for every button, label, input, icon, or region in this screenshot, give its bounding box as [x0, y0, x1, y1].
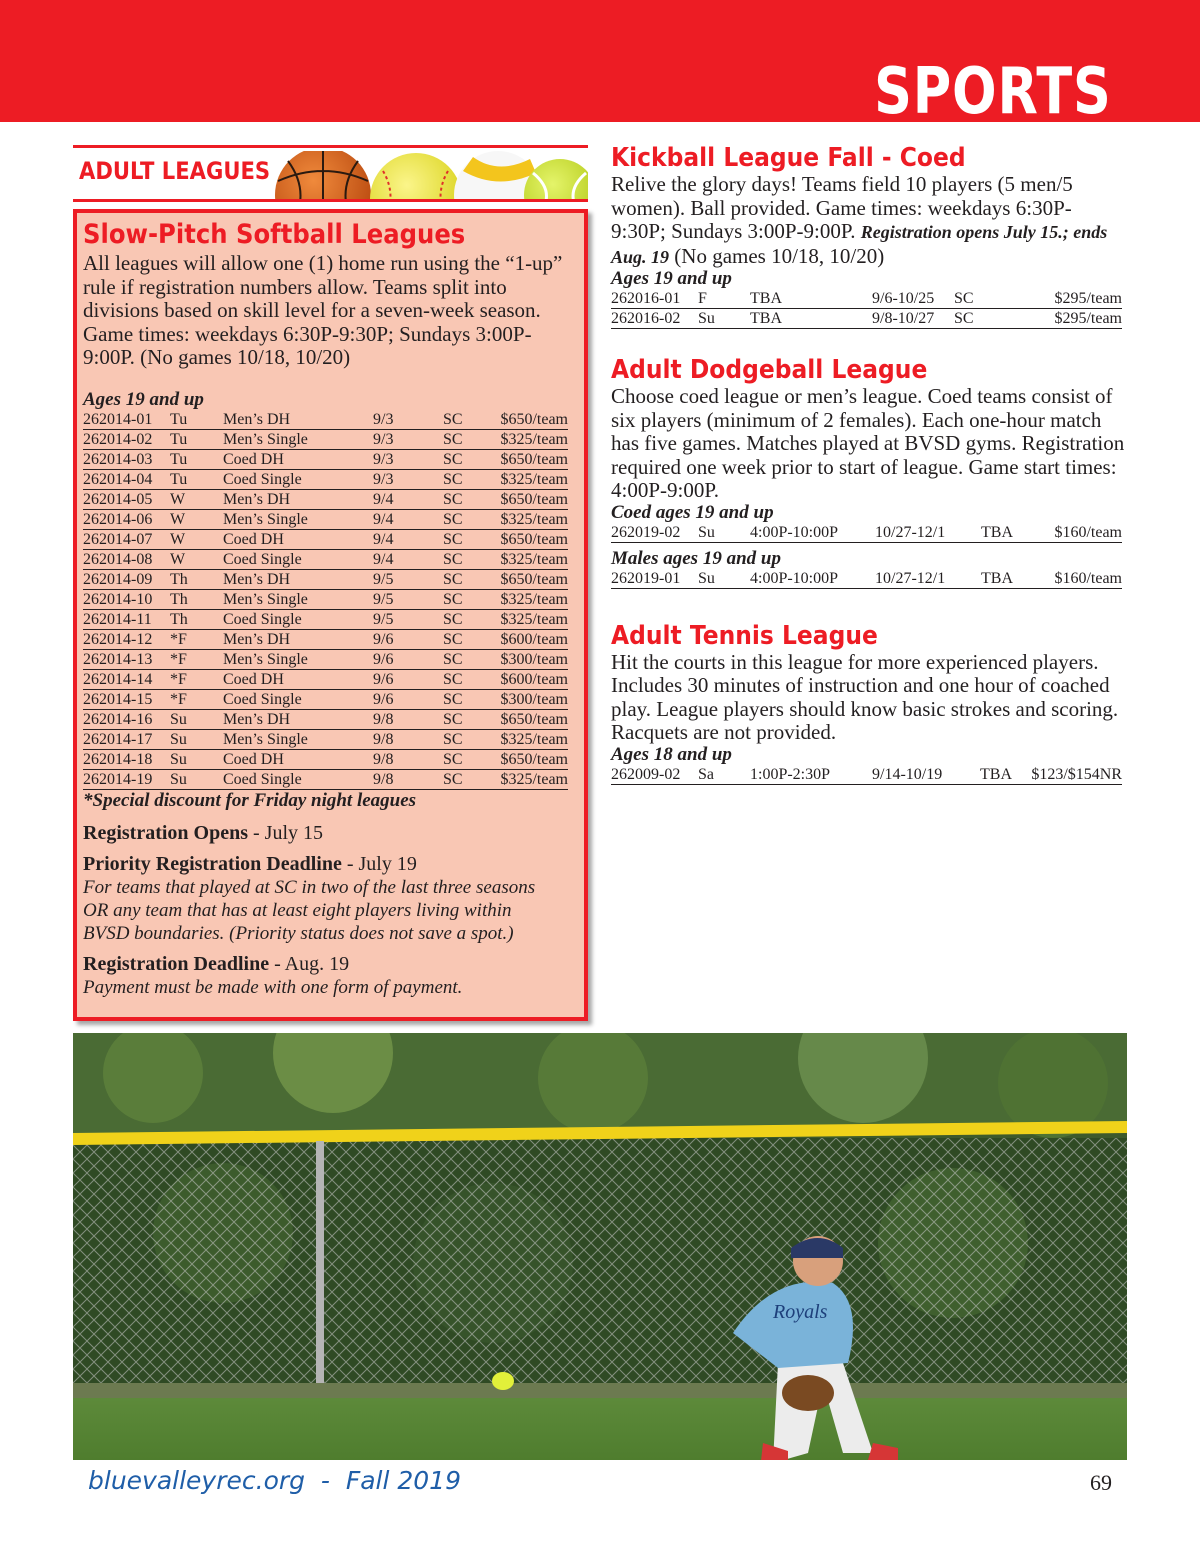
- kickball-description: [611, 173, 1126, 269]
- registration-deadline: [83, 953, 576, 976]
- table-row: [83, 449, 568, 469]
- registration-deadline-label: Registration Deadline: [83, 952, 270, 975]
- table-cell: TBA: [981, 523, 1049, 543]
- table-cell: SC: [443, 549, 495, 569]
- table-cell: 4:00P-10:00P: [750, 523, 875, 543]
- table-cell: Men’s Single: [223, 729, 373, 749]
- table-cell: Su: [170, 729, 223, 749]
- dodgeball-male-ages: Males ages 19 and up: [611, 547, 781, 569]
- table-cell: 262014-08: [83, 549, 170, 569]
- table-cell: 10/27-12/1: [875, 523, 981, 543]
- table-cell: 262014-13: [83, 649, 170, 669]
- table-cell: 262014-15: [83, 689, 170, 709]
- table-cell: Tu: [170, 469, 223, 489]
- table-cell: SC: [443, 469, 495, 489]
- table-cell: SC: [443, 429, 495, 449]
- table-cell: SC: [443, 769, 495, 789]
- table-cell: $295/team: [1024, 289, 1122, 309]
- priority-deadline-label: Priority Registration Deadline: [83, 852, 342, 875]
- table-cell: 1:00P-2:30P: [750, 765, 872, 785]
- softball-description: All leagues will allow one (1) home run using the “1-up” rule if registration numbers allow. Teams split into divisions based on skill level for a seven-week season. Game times: weekdays 6:30P-9:30P; Sundays 3:00P-9:00P. (No games 10/18, 10/20): [83, 251, 563, 369]
- table-cell: $325/team: [495, 769, 568, 789]
- table-cell: Su: [170, 749, 223, 769]
- table-cell: 9/6: [373, 629, 443, 649]
- table-cell: $325/team: [495, 429, 568, 449]
- registration-opens-label: Registration Opens: [83, 821, 248, 844]
- table-cell: $650/team: [495, 709, 568, 729]
- table-cell: Coed Single: [223, 609, 373, 629]
- table-cell: 9/3: [373, 429, 443, 449]
- divider: [73, 199, 588, 202]
- table-cell: Su: [170, 769, 223, 789]
- table-cell: SC: [443, 569, 495, 589]
- table-cell: 9/8: [373, 769, 443, 789]
- table-cell: 9/6-10/25: [872, 289, 954, 309]
- table-cell: 9/5: [373, 609, 443, 629]
- table-cell: SC: [443, 449, 495, 469]
- table-cell: SC: [443, 749, 495, 769]
- right-column: [611, 143, 1126, 785]
- table-cell: $650/team: [495, 569, 568, 589]
- table-cell: TBA: [981, 569, 1049, 589]
- table-cell: Tu: [170, 429, 223, 449]
- table-cell: Th: [170, 609, 223, 629]
- tennis-title: Adult Tennis League: [611, 620, 878, 651]
- table-cell: *F: [170, 689, 223, 709]
- table-row: [83, 729, 568, 749]
- table-cell: $650/team: [495, 410, 568, 430]
- table-row: [83, 649, 568, 669]
- table-cell: Coed DH: [223, 669, 373, 689]
- table-cell: Coed DH: [223, 449, 373, 469]
- dodgeball-coed-table: [611, 523, 1122, 543]
- table-cell: 9/4: [373, 489, 443, 509]
- table-cell: Coed Single: [223, 769, 373, 789]
- table-cell: Tu: [170, 410, 223, 430]
- kickball-schedule-table: [611, 289, 1122, 329]
- registration-deadline-value: - Aug. 19: [269, 952, 350, 975]
- table-cell: 9/4: [373, 509, 443, 529]
- table-cell: Men’s Single: [223, 589, 373, 609]
- table-cell: 9/3: [373, 410, 443, 430]
- table-cell: 9/4: [373, 549, 443, 569]
- table-cell: $325/team: [495, 729, 568, 749]
- priority-note: For teams that played at SC in two of the last three seasons OR any team that has at least eight players living within BVSD boundaries. (Priority status does not save a spot.): [83, 876, 536, 944]
- table-cell: $160/team: [1049, 569, 1122, 589]
- softball-player-photo: [73, 1033, 1127, 1460]
- table-cell: SC: [443, 649, 495, 669]
- table-cell: Men’s Single: [223, 649, 373, 669]
- table-cell: 262016-01: [611, 289, 698, 309]
- kickball-no-games: (No games 10/18, 10/20): [669, 243, 885, 268]
- table-cell: Men’s DH: [223, 489, 373, 509]
- table-cell: 262014-07: [83, 529, 170, 549]
- divider: [73, 145, 588, 148]
- table-cell: Su: [698, 523, 750, 543]
- table-cell: Men’s DH: [223, 629, 373, 649]
- table-cell: 262014-14: [83, 669, 170, 689]
- tennis-description: Hit the courts in this league for more experienced players. Includes 30 minutes of instruction and one hour of coached play. League players should know basic strokes and scoring. Racquets are not provided.: [611, 649, 1119, 744]
- table-cell: 9/5: [373, 589, 443, 609]
- table-row: [83, 429, 568, 449]
- table-cell: 262009-02: [611, 765, 698, 785]
- table-cell: Coed DH: [223, 529, 373, 549]
- table-cell: W: [170, 489, 223, 509]
- table-row: [611, 309, 1122, 329]
- jersey-text: Royals: [773, 1301, 828, 1323]
- table-cell: 262014-09: [83, 569, 170, 589]
- softball-title: Slow-Pitch Softball Leagues: [83, 219, 466, 250]
- table-cell: 262014-12: [83, 629, 170, 649]
- table-cell: Coed Single: [223, 469, 373, 489]
- table-cell: $295/team: [1024, 309, 1122, 329]
- table-cell: 9/6: [373, 669, 443, 689]
- table-cell: $325/team: [495, 509, 568, 529]
- table-cell: $650/team: [495, 529, 568, 549]
- table-cell: 262014-11: [83, 609, 170, 629]
- table-row: [83, 769, 568, 789]
- table-cell: 9/3: [373, 469, 443, 489]
- table-cell: Su: [698, 309, 750, 329]
- table-cell: $325/team: [495, 469, 568, 489]
- softball-leagues-box: [73, 209, 588, 1021]
- table-cell: Men’s DH: [223, 569, 373, 589]
- table-row: [83, 410, 568, 430]
- table-cell: 10/27-12/1: [875, 569, 981, 589]
- table-row: [83, 589, 568, 609]
- table-cell: Su: [170, 709, 223, 729]
- dodgeball-description: Choose coed league or men’s league. Coed teams consist of six players (minimum of 2 females). Each one-hour match has five games. Matches played at BVSD gyms. Registration required one week prior to start of league. Game start times: 4:00P-9:00P.: [611, 384, 1125, 502]
- outfield-scene-image: [73, 1033, 1127, 1460]
- dodgeball-male-table: [611, 569, 1122, 589]
- table-cell: SC: [443, 509, 495, 529]
- table-cell: 262014-04: [83, 469, 170, 489]
- table-row: [83, 469, 568, 489]
- table-cell: 262014-16: [83, 709, 170, 729]
- table-row: [611, 765, 1122, 785]
- dodgeball-coed-ages: Coed ages 19 and up: [611, 501, 774, 523]
- kickball-registration-note: Registration opens July 15.; ends Aug. 19: [611, 222, 1108, 267]
- table-cell: Su: [698, 569, 750, 589]
- table-cell: 262014-10: [83, 589, 170, 609]
- friday-discount-note: *Special discount for Friday night leagues: [83, 789, 417, 811]
- table-row: [83, 749, 568, 769]
- table-cell: 262019-02: [611, 523, 698, 543]
- table-cell: Men’s Single: [223, 509, 373, 529]
- table-cell: SC: [443, 589, 495, 609]
- softball-ages: Ages 19 and up: [83, 388, 204, 410]
- table-cell: $650/team: [495, 449, 568, 469]
- table-cell: Men’s Single: [223, 429, 373, 449]
- table-row: [83, 529, 568, 549]
- table-cell: SC: [443, 489, 495, 509]
- priority-deadline-value: - July 19: [341, 852, 417, 875]
- table-cell: 9/3: [373, 449, 443, 469]
- table-cell: 9/4: [373, 529, 443, 549]
- table-cell: SC: [443, 709, 495, 729]
- table-cell: TBA: [980, 765, 1024, 785]
- table-cell: TBA: [750, 309, 872, 329]
- kickball-ages: Ages 19 and up: [611, 268, 732, 289]
- table-cell: $300/team: [495, 649, 568, 669]
- table-row: [611, 569, 1122, 589]
- table-cell: $300/team: [495, 689, 568, 709]
- table-cell: 262016-02: [611, 309, 698, 329]
- table-cell: SC: [954, 289, 1024, 309]
- tennis-schedule-table: [611, 765, 1122, 785]
- table-cell: SC: [443, 729, 495, 749]
- table-cell: Th: [170, 589, 223, 609]
- table-row: [611, 289, 1122, 309]
- dodgeball-title: Adult Dodgeball League: [611, 355, 928, 385]
- table-row: [83, 689, 568, 709]
- table-row: [83, 489, 568, 509]
- page-number: 69: [1090, 1470, 1112, 1495]
- table-cell: TBA: [750, 289, 872, 309]
- table-cell: W: [170, 509, 223, 529]
- table-cell: Th: [170, 569, 223, 589]
- table-cell: $650/team: [495, 489, 568, 509]
- table-cell: Coed Single: [223, 549, 373, 569]
- table-cell: SC: [954, 309, 1024, 329]
- table-cell: 262014-06: [83, 509, 170, 529]
- table-row: [83, 709, 568, 729]
- table-row: [83, 569, 568, 589]
- table-row: [83, 669, 568, 689]
- table-cell: SC: [443, 689, 495, 709]
- table-cell: 262014-18: [83, 749, 170, 769]
- table-cell: 262014-05: [83, 489, 170, 509]
- table-cell: 262014-19: [83, 769, 170, 789]
- adult-leagues-header: [73, 143, 588, 201]
- table-cell: Tu: [170, 449, 223, 469]
- table-cell: Sa: [698, 765, 750, 785]
- table-cell: SC: [443, 609, 495, 629]
- payment-note: Payment must be made with one form of payment.: [83, 976, 463, 998]
- table-cell: *F: [170, 669, 223, 689]
- table-cell: W: [170, 549, 223, 569]
- registration-opens: [83, 822, 576, 845]
- table-cell: $325/team: [495, 589, 568, 609]
- table-cell: SC: [443, 629, 495, 649]
- table-cell: $325/team: [495, 549, 568, 569]
- kickball-title: Kickball League Fall - Coed: [611, 143, 966, 173]
- tennis-ages: Ages 18 and up: [611, 743, 732, 765]
- softball-schedule-table: [83, 410, 568, 790]
- table-cell: 262014-01: [83, 410, 170, 430]
- table-cell: F: [698, 289, 750, 309]
- table-cell: SC: [443, 669, 495, 689]
- table-cell: $600/team: [495, 629, 568, 649]
- table-cell: 262014-02: [83, 429, 170, 449]
- table-cell: 9/6: [373, 689, 443, 709]
- table-cell: Coed DH: [223, 749, 373, 769]
- kickball-description-text: Relive the glory days! Teams field 10 players (5 men/5 women). Ball provided. Game times: weekdays 6:30P-9:30P; Sundays 3:00P-9:00P.: [611, 172, 1073, 243]
- table-cell: 9/14-10/19: [872, 765, 980, 785]
- table-cell: W: [170, 529, 223, 549]
- table-cell: 9/8-10/27: [872, 309, 954, 329]
- table-cell: Men’s DH: [223, 709, 373, 729]
- table-row: [83, 509, 568, 529]
- table-cell: $160/team: [1049, 523, 1122, 543]
- table-cell: $325/team: [495, 609, 568, 629]
- table-cell: Coed Single: [223, 689, 373, 709]
- priority-deadline: [83, 853, 576, 876]
- table-cell: 262014-03: [83, 449, 170, 469]
- table-cell: $123/$154NR: [1024, 765, 1122, 785]
- header-banner: [0, 0, 1200, 129]
- table-cell: 9/5: [373, 569, 443, 589]
- sports-balls-icon: [268, 151, 588, 201]
- table-cell: 9/6: [373, 649, 443, 669]
- table-cell: 9/8: [373, 749, 443, 769]
- table-cell: *F: [170, 629, 223, 649]
- adult-leagues-heading: ADULT LEAGUES: [79, 157, 271, 185]
- adult-leagues-column: [73, 143, 588, 998]
- table-cell: Men’s DH: [223, 410, 373, 430]
- table-cell: 9/8: [373, 729, 443, 749]
- table-cell: SC: [443, 529, 495, 549]
- table-cell: 262019-01: [611, 569, 698, 589]
- table-cell: $600/team: [495, 669, 568, 689]
- table-cell: *F: [170, 649, 223, 669]
- table-cell: 9/8: [373, 709, 443, 729]
- table-cell: $650/team: [495, 749, 568, 769]
- table-row: [83, 609, 568, 629]
- table-cell: 262014-17: [83, 729, 170, 749]
- section-title-sports: SPORTS: [874, 55, 1112, 129]
- table-cell: 4:00P-10:00P: [750, 569, 875, 589]
- registration-opens-value: - July 15: [248, 821, 323, 844]
- table-row: [611, 523, 1122, 543]
- table-row: [83, 629, 568, 649]
- table-cell: SC: [443, 410, 495, 430]
- footer-site[interactable]: bluevalleyrec.org - Fall 2019: [88, 1466, 461, 1495]
- table-row: [83, 549, 568, 569]
